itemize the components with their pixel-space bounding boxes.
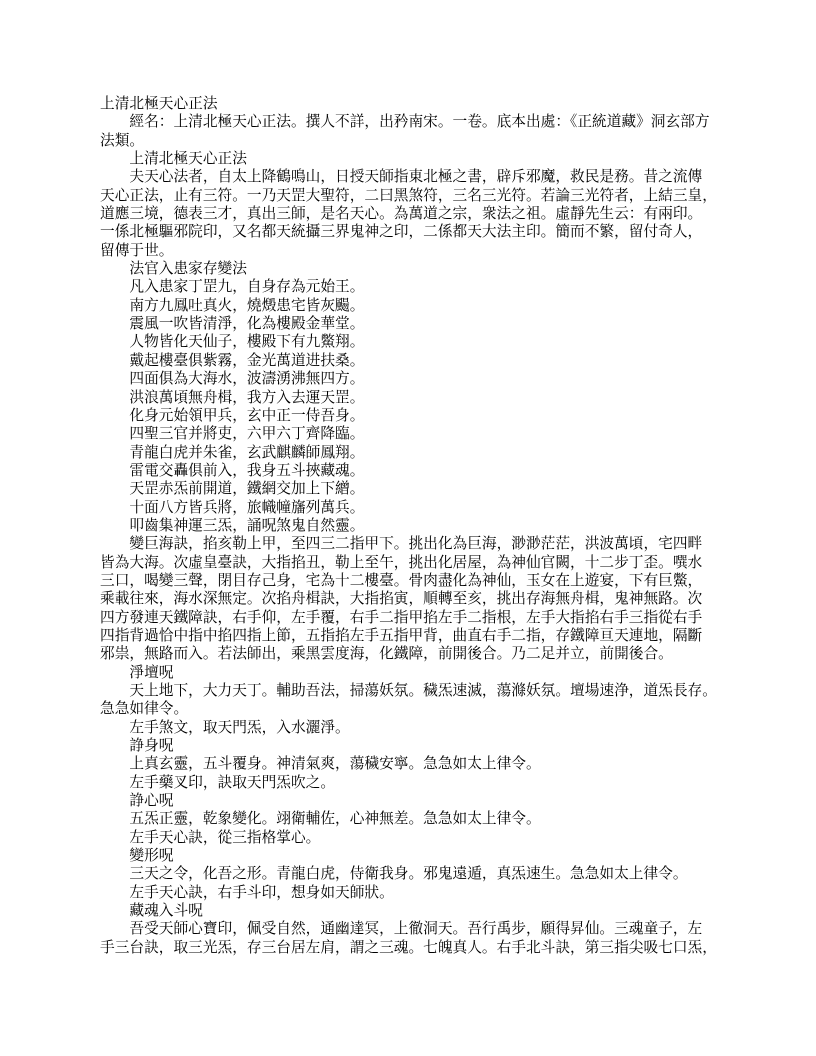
text-line: 青龍白虎并朱雀，玄武麒麟師鳳翔。 <box>129 444 365 461</box>
text-line: 法類。 <box>100 132 145 149</box>
text-line: 化身元始領甲兵，玄中正一侍吾身。 <box>129 407 365 424</box>
text-line: 四指背過恰中指中掐四指上節，五指掐左手五指甲背，曲直右手二指，存鐵障亘天連地，隔斷 <box>100 627 703 644</box>
text-line: 叩齒集神運三炁，誦呪煞鬼自然靈。 <box>129 517 365 534</box>
text-line: 夫天心法者，自太上降鶴鳴山，日授天師指東北極之書，辟斥邪魔，救民是務。昔之流傳 <box>129 169 703 186</box>
text-line: 天罡赤炁前開道，鐵網交加上下繒。 <box>129 481 365 498</box>
text-line: 三天之令，化吾之形。青龍白虎，侍衛我身。邪鬼遠遁，真炁速生。急急如太上律令。 <box>129 866 688 883</box>
text-line: 左手煞文，取天門炁，入水灑淨。 <box>129 719 350 736</box>
text-line: 諍心呪 <box>129 793 174 810</box>
text-line: 四方發連天鐵障訣，右手仰，左手覆，右手二指甲掐左手二指根，左手大指掐右手三指從右手 <box>100 609 703 626</box>
text-line: 凡入患家丁罡九，自身存為元始王。 <box>129 279 365 296</box>
text-line: 急急如律令。 <box>100 701 189 718</box>
text-line: 洪浪萬頃無舟楫，我方入去運天罡。 <box>129 389 365 406</box>
text-line: 四面俱為大海水，波濤湧沸無四方。 <box>129 371 365 388</box>
text-line: 左手藥叉印，訣取天門炁吹之。 <box>129 774 336 791</box>
text-line: 吾受天師心寶印，佩受自然，通幽達冥，上徹洞天。吾行禹步，願得昇仙。三魂童子，左 <box>129 921 703 938</box>
text-line: 藏魂入斗呪 <box>129 903 203 920</box>
text-line: 諍身呪 <box>129 738 174 755</box>
text-line: 雷電交轟俱前入，我身五斗挾藏魂。 <box>129 462 365 479</box>
text-line: 上清北極天心正法 <box>100 96 218 112</box>
text-line: 邪祟，無路而入。若法師出，乘黑雲度海，化鐵障，前開後合。乃二足并立，前開後合。 <box>100 646 673 663</box>
text-line: 十面八方皆兵將，旅幟幢旛列萬兵。 <box>129 499 365 516</box>
text-line: 經名：上清北極天心正法。撰人不詳，出矜南宋。一卷。底本出處：《正統道藏》洞玄部方 <box>129 114 710 131</box>
text-line: 乘載往來，海水深無定。次掐舟楫訣，大指掐寅，順轉至亥，挑出存海無舟楫，鬼神無路。次 <box>100 591 703 608</box>
text-line: 三口，喝變三聲，閉目存己身，宅為十二樓臺。骨肉盡化為神仙，玉女在上遊宴，下有巨鱉， <box>100 572 703 589</box>
text-line: 震風一吹皆清淨，化為樓殿金華堂。 <box>129 316 365 333</box>
text-line: 留傳于世。 <box>100 242 174 259</box>
text-line: 左手天心訣，從三指格掌心。 <box>129 829 321 846</box>
text-line: 道應三境，德表三才，真出三師，是名天心。為萬道之宗，衆法之祖。虛靜先生云：有兩印。 <box>100 206 703 223</box>
text-line: 變巨海訣，掐亥勒上甲，至四三二指甲下。挑出化為巨海，渺渺茫茫，洪波萬頃，宅四畔 <box>129 536 703 553</box>
text-line: 一係北極驅邪院印，又名都天統攝三界鬼神之印，二係都天大法主印。簡而不繁，留付奇人， <box>100 224 703 241</box>
text-line: 天上地下，大力天丁。輔助吾法，掃蕩妖氛。穢炁速滅，蕩滌妖氛。壇場速浄，道炁長存。 <box>129 683 717 699</box>
text-line: 南方九鳳吐真火，燒燬患宅皆灰颺。 <box>129 297 365 314</box>
text-line: 法官入患家存變法 <box>129 261 247 278</box>
text-line: 左手天心訣，右手斗印，想身如天師狀。 <box>129 884 394 901</box>
document-text-block <box>100 95 722 957</box>
text-line: 上真玄靈，五斗覆身。神清氣爽，蕩穢安寧。急急如太上律令。 <box>129 756 541 773</box>
text-line: 戴起樓臺俱紫霧，金光萬道进扶桑。 <box>129 352 365 369</box>
text-line: 皆為大海。次虛皇臺訣，大指掐丑，勒上至午，挑出化居屋，為神仙官闕，十二步丁歪。噀水 <box>100 554 703 571</box>
text-line: 五炁正靈，乾象變化。翊衛輔佐，心神無差。急急如太上律令。 <box>129 811 541 828</box>
text-line: 四聖三官并將吏，六甲六丁齊降臨。 <box>129 426 365 443</box>
text-line: 人物皆化天仙子，樓殿下有九鱉翔。 <box>129 334 365 351</box>
text-line: 上清北極天心正法 <box>129 151 247 168</box>
text-line: 變形呪 <box>129 848 174 865</box>
text-line: 天心正法，止有三符。一乃天罡大聖符，二曰黑煞符，三名三光符。若論三光符者，上結三皇， <box>100 187 717 204</box>
text-line: 手三台訣，取三光炁，存三台居左肩，謂之三魂。七魄真人。右手北斗訣，第三指尖吸七口炁， <box>100 939 717 956</box>
text-line: 淨壇呪 <box>129 664 174 681</box>
